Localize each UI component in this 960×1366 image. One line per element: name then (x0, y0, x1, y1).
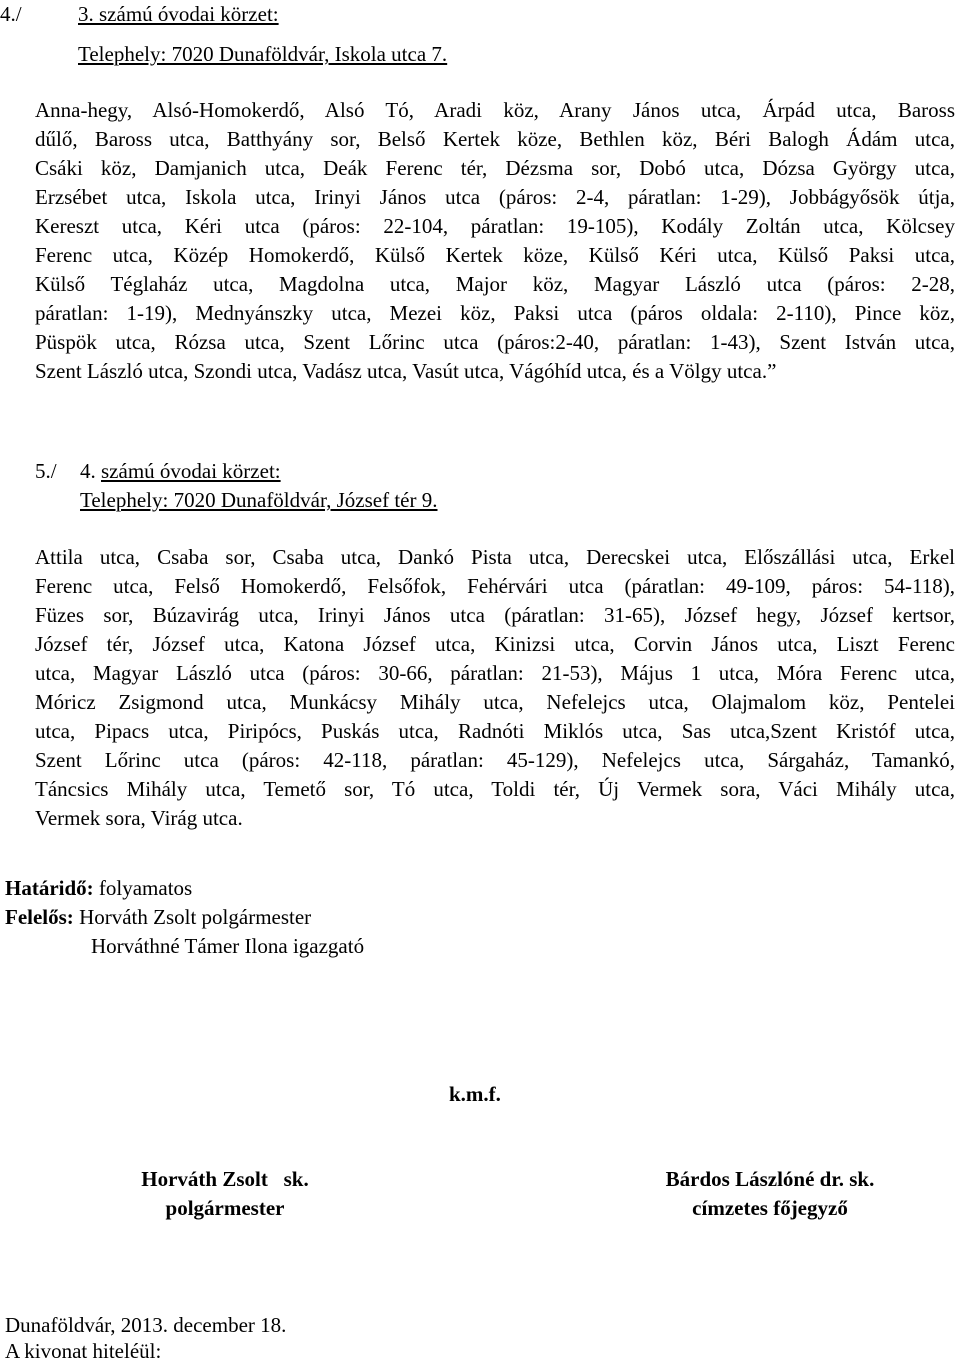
section-4-line: Erzsébet utca, Iskola utca, Irinyi János utca (páros: 2-4, páratlan: 1-29), Jobbágyősök útja, (35, 185, 955, 209)
section-5-line: Ferenc utca, Felső Homokerdő, Felsőfok, Fehérvári utca (páratlan: 49-109, páros: 54-118), (35, 574, 955, 598)
responsible-person-2: Horváthné Támer Ilona igazgató (91, 934, 365, 958)
section-5-heading-number: 4. (80, 459, 96, 483)
section-5-heading (80, 457, 281, 486)
section-5-line: utca, Pipacs utca, Piripócs, Puskás utca, Radnóti Miklós utca, Sas utca,Szent Kristóf utca, (35, 719, 955, 743)
section-5-number: 5./ (35, 459, 57, 483)
signature-left-title: polgármester (165, 1196, 285, 1220)
section-5-line: József tér, József utca, Katona József utca, Kinizsi utca, Corvin János utca, Liszt Ferenc (35, 632, 955, 656)
section-4-line: Kereszt utca, Kéri utca (páros: 22-104, páratlan: 19-105), Kodály Zoltán utca, Kölcsey (35, 214, 955, 238)
section-4-line: Püspök utca, Rózsa utca, Szent Lőrinc utca (páros:2-40, páratlan: 1-43), Szent István utca, (35, 330, 955, 354)
responsible-person-1: Horváth Zsolt polgármester (79, 905, 312, 929)
section-4-site: Telephely: 7020 Dunaföldvár, Iskola utca 7. (78, 42, 448, 66)
section-4-line: dűlő, Baross utca, Batthyány sor, Belső Kertek köze, Bethlen köz, Béri Balogh Ádám utca, (35, 127, 955, 151)
section-4-line: Csáki köz, Damjanich utca, Deák Ferenc tér, Dézsma sor, Dobó utca, Dózsa György utca, (35, 156, 955, 180)
section-5-line: Vermek sora, Virág utca. (35, 806, 243, 830)
section-4-line: Szent László utca, Szondi utca, Vadász utca, Vasút utca, Vágóhíd utca, és a Völgy utca.” (35, 359, 777, 383)
signature-right (610, 1165, 930, 1223)
footer-certified: A kivonat hiteléül: (5, 1339, 162, 1363)
section-5-site: Telephely: 7020 Dunaföldvár, József tér 9. (80, 488, 438, 512)
footer-date: Dunaföldvár, 2013. december 18. (5, 1313, 287, 1337)
responsible (5, 903, 311, 932)
deadline-value: folyamatos (98, 876, 193, 900)
signature-left-name: Horváth Zsolt sk. (141, 1167, 309, 1191)
section-5-line: utca, Magyar László utca (páros: 30-66, páratlan: 21-53), Május 1 utca, Móra Ferenc utca, (35, 661, 955, 685)
deadline-label: Határidő: (5, 876, 94, 900)
signature-left (90, 1165, 360, 1223)
deadline (5, 874, 192, 903)
section-4-heading: 3. számú óvodai körzet: (78, 2, 279, 26)
section-4-line: Külső Téglaház utca, Magdolna utca, Major köz, Magyar László utca (páros: 2-28, (35, 272, 955, 296)
signature-right-name: Bárdos Lászlóné dr. sk. (665, 1167, 875, 1191)
section-5-line: Táncsics Mihály utca, Temető sor, Tó utca, Toldi tér, Új Vermek sora, Váci Mihály utca, (35, 777, 955, 801)
section-5-heading-text: számú óvodai körzet: (101, 459, 281, 483)
section-4-line: páratlan: 1-19), Mednyánszky utca, Mezei köz, Paksi utca (páros oldala: 2-110), Pince köz, (35, 301, 955, 325)
section-5-line: Szent Lőrinc utca (páros: 42-118, páratlan: 45-129), Nefelejcs utca, Sárgaház, Tamankó, (35, 748, 955, 772)
section-4-line: Ferenc utca, Közép Homokerdő, Külső Kertek köze, Külső Kéri utca, Külső Paksi utca, (35, 243, 955, 267)
section-5-line: Attila utca, Csaba sor, Csaba utca, Dankó Pista utca, Derecskei utca, Előszállási utca, Erkel (35, 545, 955, 569)
signature-right-title: címzetes főjegyző (692, 1196, 848, 1220)
section-4-number: 4./ (0, 2, 22, 26)
responsible-label: Felelős: (5, 905, 74, 929)
section-5-line: Móricz Zsigmond utca, Munkácsy Mihály utca, Nefelejcs utca, Olajmalom köz, Pentelei (35, 690, 955, 714)
section-5-line: Füzes sor, Búzavirág utca, Irinyi János utca (páratlan: 31-65), József hegy, József kertsor, (35, 603, 955, 627)
kmf-mark: k.m.f. (449, 1082, 501, 1106)
section-4-line: Anna-hegy, Alsó-Homokerdő, Alsó Tó, Aradi köz, Arany János utca, Árpád utca, Baross (35, 98, 955, 122)
